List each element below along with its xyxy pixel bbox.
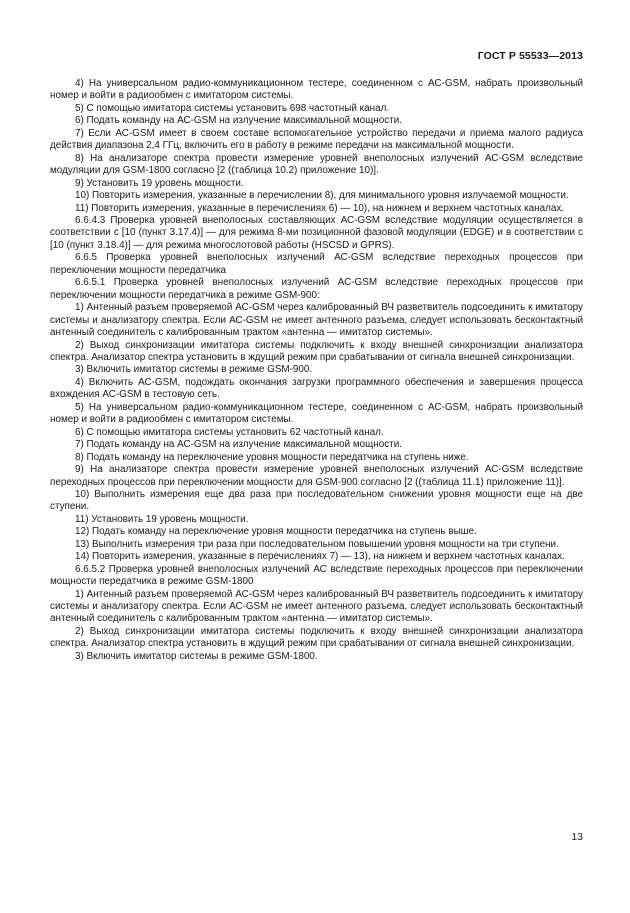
section-paragraph: 6.6.5.2 Проверка уровней внеполосных излучений АС вследствие переходных процессов при переключении мощности передатчика в режиме GSM-1800 [50, 563, 583, 588]
paragraph: 9) Установить 19 уровень мощности. [75, 177, 244, 189]
paragraph: 2) Выход синхронизации имитатора системы подключить к входу внешней синхронизации анализатора спектра. Анализатор спектра установить в ждущий режим при срабатывании от сигнала внешней синхронизации. [50, 625, 583, 650]
paragraph: 5) С помощью имитатора системы установить 698 частотный канал. [75, 102, 390, 114]
paragraph: 10) Выполнить измерения еще два раза при последовательном снижении уровня мощности еще на две ступени. [50, 488, 583, 513]
paragraph: 3) Включить имитатор системы в режиме GSM-1800. [75, 650, 318, 662]
paragraph: 14) Повторить измерения, указанные в перечислениях 7) — 13), на нижнем и верхнем частотных каналах. [75, 551, 565, 563]
paragraph: 3) Включить имитатор системы в режиме GSM-900. [75, 364, 313, 376]
page-number: 13 [571, 831, 583, 843]
paragraph: 4) На универсальном радио-коммуникационном тестере, соединенном с АС-GSM, набрать произвольный номер и войти в радиообмен с имитатором системы. [50, 78, 583, 102]
paragraph: 1) Антенный разъем проверяемой АС-GSM через калиброванный ВЧ разветвитель подсоединить к имитатору системы и анализатору спектра. Если АС-GSM не имеет антенного разъема, следует использовать бесконтактный антенный соединитель с калиброванным трактом «антенна — имитатор системы». [50, 302, 583, 339]
document-body [50, 78, 583, 663]
standard-header: ГОСТ Р 55533—2013 [477, 50, 583, 62]
paragraph: 11) Установить 19 уровень мощности. [75, 513, 249, 525]
section-paragraph: 6.6.4.3 Проверка уровней внеполосных составляющих АС-GSM вследствие модуляции осуществляется в соответствии с [10 (пункт 3.17.4)] — для режима 8-ми позиционной фазовой модуляции (EDGE) и в соответствии с [10 (пункт 3.18.4)] — для режима многослотовой работы (HSCSD и GPRS). [50, 214, 583, 251]
paragraph: 7) Подать команду на АС-GSM на излучение максимальной мощности. [75, 439, 402, 451]
paragraph: 1) Антенный разъем проверяемой АС-GSM через калиброванный ВЧ разветвитель подсоединить к имитатору системы и анализатору спектра. Если АС-GSM не имеет антенного разъема, следует использовать бесконтактный антенный соединитель с калиброванным трактом «антенна — имитатор системы». [50, 588, 583, 625]
paragraph: 10) Повторить измерения, указанные в перечислении 8), для минимального уровня излучаемой мощности. [75, 190, 569, 202]
paragraph: 7) Если АС-GSM имеет в своем составе вспомогательное устройство передачи и приема малого радиуса действия диапазона 2,4 ГГц, включить его в работу в режиме передачи на максимальной мощности. [50, 127, 583, 152]
paragraph: 9) На анализаторе спектра провести измерение уровней внеполосных излучений АС-GSM вследствие переходных процессов при переключении мощности для GSM-900 согласно [2 ((таблица 11.1) приложение 11)]. [50, 464, 583, 488]
paragraph: 2) Выход синхронизации имитатора системы подключить к входу внешней синхронизации анализатора спектра. Анализатор спектра установить в ждущий режим при срабатывании от сигнала внешней синхронизации. [50, 339, 583, 363]
paragraph: 8) На анализаторе спектра провести измерение уровней внеполосных излучений АС-GSM вследствие модуляции для GSM-1800 согласно [2 ((таблица 10.2) приложение 10)]. [50, 152, 583, 177]
paragraph: 12) Подать команду на переключение уровня мощности передатчика на ступень выше. [75, 526, 477, 538]
paragraph: 6) Подать команду на АС-GSM на излучение максимальной мощности. [75, 115, 402, 127]
paragraph: 11) Повторить измерения, указанные в перечислениях 6) — 10), на нижнем и верхнем частотных каналах. [75, 202, 565, 214]
paragraph: 8) Подать команду на переключение уровня мощности передатчика на ступень ниже. [75, 451, 469, 463]
paragraph: 5) На универсальном радио-коммуникационном тестере, соединенном с АС-GSM, набрать произвольный номер и войти в радиообмен с имитатором системы. [50, 401, 583, 426]
paragraph: 6) С помощью имитатора системы установить 62 частотный канал. [75, 426, 384, 438]
section-heading: 6.6.5 Проверка уровней внеполосных излучений АС-GSM вследствие переходных процессов при переключении мощности передатчика [50, 252, 583, 276]
paragraph: 13) Выполнить измерения три раза при последовательном повышении уровня мощности на три ступени. [75, 538, 559, 550]
section-paragraph: 6.6.5.1 Проверка уровней внеполосных излучений АС-GSM вследствие переходных процессов при переключении мощности передатчика в режиме GSM-900: [50, 277, 583, 301]
paragraph: 4) Включить АС-GSM, подождать окончания загрузки программного обеспечения и завершения процесса вхождения АС-GSM в тестовую сеть. [50, 376, 583, 401]
